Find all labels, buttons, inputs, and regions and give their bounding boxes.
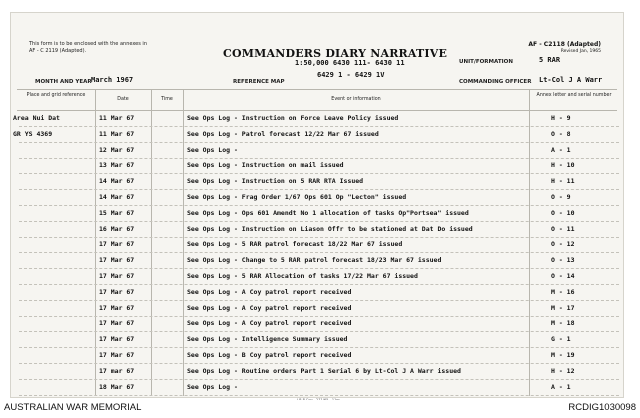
row-date: 14 Mar 67 — [99, 177, 135, 186]
row-annex: H - 10 — [551, 161, 575, 170]
table-row — [11, 222, 623, 238]
row-event: See Ops Log - 5 RAR Allocation of tasks 17/22 Mar 67 issued — [187, 272, 418, 280]
page-title: COMMANDERS DIARY NARRATIVE — [223, 47, 448, 60]
table-top-rule — [17, 89, 617, 90]
row-place: Area Nui Dat — [13, 114, 60, 122]
row-place: GR YS 4369 — [13, 129, 53, 138]
row-event: See Ops Log - Change to 5 RAR patrol forecast 18/23 Mar 67 issued — [187, 256, 442, 265]
ref-map-line1: 1:50,000 6430 111- 6430 11 — [295, 59, 405, 67]
diary-sheet — [10, 12, 624, 398]
row-date: 17 Mar 67 — [99, 256, 135, 265]
table-row — [11, 206, 623, 222]
form-revised: Revised Jan, 1965 — [560, 49, 601, 54]
row-date: 13 Mar 67 — [99, 161, 135, 170]
row-event: See Ops Log - — [187, 382, 238, 391]
row-date: 17 Mar 67 — [99, 319, 135, 328]
table-row — [11, 237, 623, 253]
col-annex-header: Annex letter and serial number — [536, 93, 612, 98]
row-annex: O - 13 — [551, 256, 575, 265]
table-row — [11, 380, 623, 396]
table-row — [11, 127, 623, 143]
row-event: See Ops Log - Patrol forecast 12/22 Mar 67 issued — [187, 129, 379, 138]
row-annex: H - 12 — [551, 366, 575, 375]
row-event: See Ops Log - A Coy patrol report received — [187, 303, 352, 312]
ref-map-label: REFERENCE MAP — [233, 79, 285, 85]
row-event: See Ops Log - 5 RAR patrol forecast 18/22 Mar 67 issued — [187, 240, 403, 249]
row-date: 12 Mar 67 — [99, 145, 135, 154]
row-date: 17 Mar 67 — [99, 351, 135, 359]
row-annex: G - 1 — [551, 335, 571, 344]
table-row — [11, 143, 623, 159]
footer-bar — [0, 400, 640, 418]
form-number-text: AF - C2118 (Adapted) — [528, 41, 601, 48]
row-event: See Ops Log - Routine orders Part 1 Serial 6 by Lt-Col J A Warr issued — [187, 366, 461, 375]
co-label: COMMANDING OFFICER — [459, 79, 532, 85]
table-row — [11, 174, 623, 190]
month-label: MONTH AND YEAR — [35, 79, 92, 85]
table-row — [11, 158, 623, 174]
unit-value: 5 RAR — [539, 56, 561, 64]
row-date: 18 Mar 67 — [99, 382, 135, 391]
co-value: Lt-Col J A Warr — [539, 76, 603, 84]
table-row — [11, 285, 623, 301]
col-place-header: Place and grid reference — [26, 93, 86, 98]
row-rule — [19, 395, 619, 396]
row-annex: O - 14 — [551, 272, 575, 280]
row-date: 17 Mar 67 — [99, 287, 135, 296]
col-time-header: Time — [161, 97, 173, 102]
row-event: See Ops Log - B Coy patrol report received — [187, 351, 352, 359]
row-event: See Ops Log - A Coy patrol report received — [187, 319, 352, 328]
row-annex: O - 11 — [551, 224, 575, 233]
table-row — [11, 269, 623, 285]
row-event: See Ops Log - Instruction on Force Leave Policy issued — [187, 114, 399, 122]
table-row — [11, 316, 623, 332]
row-date: 17 Mar 67 — [99, 335, 135, 344]
row-event: See Ops Log - Ops 601 Amendt No 1 allocation of tasks Op"Portsea" issued — [187, 208, 469, 217]
row-date: 14 Mar 67 — [99, 193, 135, 201]
row-annex: M - 18 — [551, 319, 575, 328]
table-row — [11, 111, 623, 127]
row-date: 17 Mar 67 — [99, 303, 135, 312]
table-row — [11, 348, 623, 364]
ref-map-line2: 6429 1 - 6429 1V — [317, 71, 385, 79]
table-row — [11, 253, 623, 269]
table-row — [11, 364, 623, 380]
row-annex: O - 12 — [551, 240, 575, 249]
col-date-header: Date — [117, 97, 129, 102]
row-annex: M - 16 — [551, 287, 575, 296]
unit-label: UNIT/FORMATION — [459, 59, 513, 65]
row-date: 17 Mar 67 — [99, 272, 135, 280]
footer-credit: AUSTRALIAN WAR MEMORIAL — [4, 402, 142, 413]
col-event-header: Event or information — [331, 97, 381, 102]
row-annex: A - 1 — [551, 145, 571, 154]
row-event: See Ops Log - Instruction on 5 RAR RTA Issued — [187, 177, 364, 186]
table-row — [11, 332, 623, 348]
footer-id: RCDIG1030098 — [568, 402, 636, 413]
row-annex: H - 9 — [551, 114, 571, 122]
row-event: See Ops Log - A Coy patrol report received — [187, 287, 352, 296]
row-date: 16 Mar 67 — [99, 224, 135, 233]
row-annex: H - 11 — [551, 177, 575, 186]
row-event: See Ops Log - Instruction on mail issued — [187, 161, 344, 170]
row-event: See Ops Log - Instruction on Liason Offr to be stationed at Dat Do issued — [187, 224, 473, 233]
row-event: See Ops Log - Intelligence Summary issued — [187, 335, 348, 344]
row-annex: O - 8 — [551, 129, 571, 138]
form-number — [528, 41, 601, 55]
row-annex: O - 9 — [551, 193, 571, 201]
enclosure-note: This form is to be enclosed with the annexes in AF - C 2119 (Adapted). — [29, 41, 147, 54]
row-annex: M - 19 — [551, 351, 575, 359]
row-event: See Ops Log - Frag Order 1/67 Ops 601 Op "Lecton" issued — [187, 193, 407, 201]
row-date: 15 Mar 67 — [99, 208, 135, 217]
row-event: See Ops Log - — [187, 145, 238, 154]
table-row — [11, 190, 623, 206]
month-value: March 1967 — [91, 76, 134, 84]
row-date: 11 Mar 67 — [99, 114, 135, 122]
row-date: 17 mar 67 — [99, 366, 135, 375]
row-annex: A - 1 — [551, 382, 571, 391]
row-date: 11 Mar 67 — [99, 129, 135, 138]
row-annex: M - 17 — [551, 303, 575, 312]
row-annex: O - 10 — [551, 208, 575, 217]
row-date: 17 Mar 67 — [99, 240, 135, 249]
table-row — [11, 301, 623, 317]
